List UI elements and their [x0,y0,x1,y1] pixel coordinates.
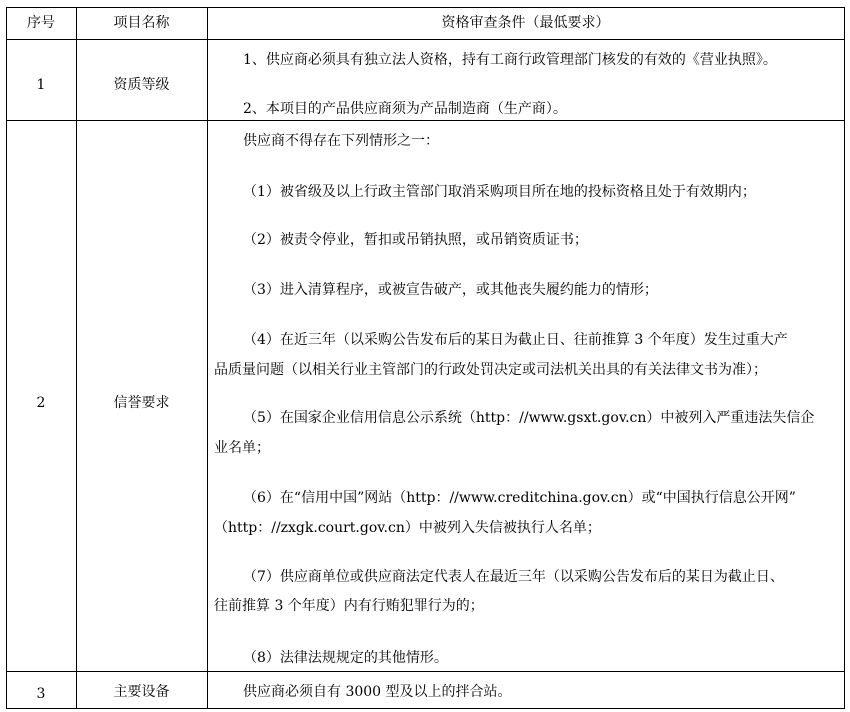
criteria-paragraph-continued: 往前推算 3 个年度）内有行贿犯罪行为的； [214,598,484,614]
row-divider [6,120,845,121]
criteria-paragraph-continued: 品质量问题（以相关行业主管部门的行政处罚决定或司法机关出具的有关法律文书为准）； [214,362,767,378]
criteria-paragraph: 1、供应商必须具有独立法人资格，持有工商行政管理部门核发的有效的《营业执照》。 [243,52,777,68]
header-divider [6,39,845,40]
criteria-paragraph: 供应商不得存在下列情形之一： [243,133,439,149]
criteria-paragraph: （3）进入清算程序，或被宣告破产，或其他丧失履约能力的情形； [243,282,658,298]
row-number: 3 [36,686,46,702]
header-no: 序号 [27,15,55,31]
criteria-paragraph: （8）法律法规规定的其他情形。 [243,650,448,666]
table-border-top [6,7,845,8]
criteria-paragraph-continued: 业名单； [214,440,270,456]
header-name: 项目名称 [113,15,170,31]
row-number: 1 [36,77,46,93]
criteria-paragraph: （7）供应商单位或供应商法定代表人在最近三年（以采购公告发布后的某日为截止日、 [243,569,784,585]
criteria-paragraph: （4）在近三年（以采购公告发布后的某日为截止日、往前推算 3 个年度）发生过重大产 [243,332,788,348]
row-item-name: 资质等级 [113,77,170,93]
criteria-paragraph: 2、本项目的产品供应商须为产品制造商（生产商）。 [243,101,567,117]
row-divider [6,671,845,672]
criteria-paragraph-continued: （http：//zxgk.court.gov.cn）中被列入失信被执行人名单； [214,520,601,536]
table-border-right [844,7,845,709]
criteria-paragraph: 供应商必须自有 3000 型及以上的拌合站。 [243,684,512,700]
column-divider [76,7,77,709]
criteria-paragraph: （5）在国家企业信用信息公示系统（http：//www.gsxt.gov.cn）中被列入严重违法失信企 [243,410,815,426]
criteria-paragraph: （1）被省级及以上行政主管部门取消采购项目所在地的投标资格且处于有效期内； [243,184,756,200]
table-border-left [6,7,7,709]
criteria-paragraph: （6）在“信用中国”网站（http：//www.creditchina.gov.cn）或“中国执行信息公开网” [243,490,796,506]
criteria-paragraph: （2）被责令停业，暂扣或吊销执照，或吊销资质证书； [243,232,588,248]
row-item-name: 信誉要求 [113,395,170,411]
row-item-name: 主要设备 [113,684,170,700]
row-number: 2 [36,395,46,411]
column-divider [207,7,208,709]
header-criteria: 资格审查条件（最低要求） [441,15,610,31]
table-border-bottom [6,708,845,709]
